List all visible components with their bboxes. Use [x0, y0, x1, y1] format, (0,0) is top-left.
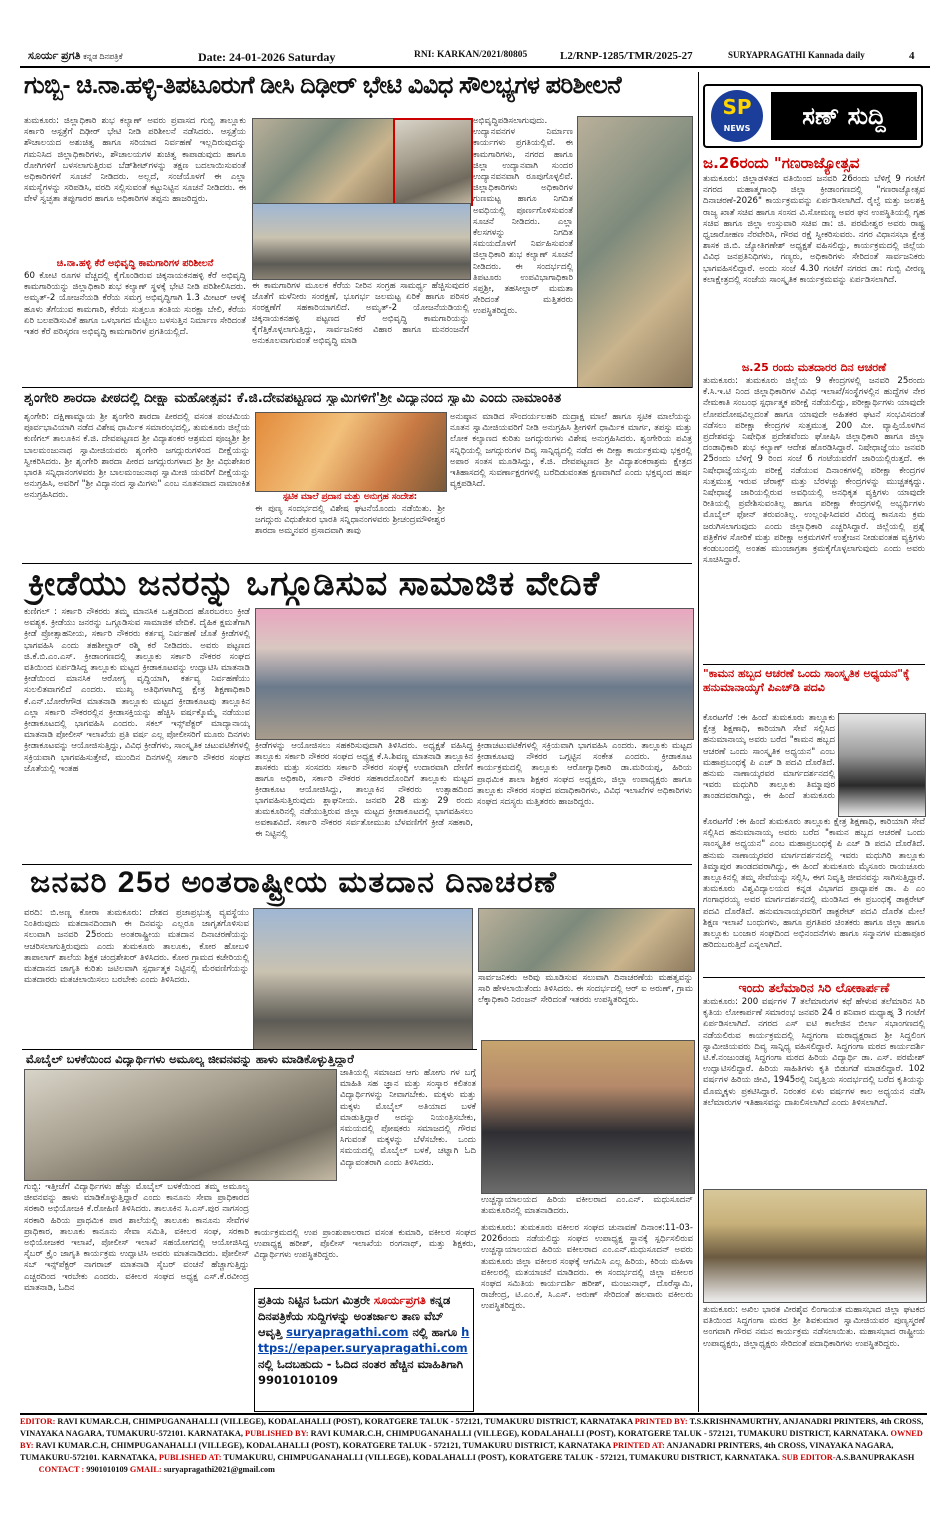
article1-headline: ಗುಬ್ಬಿ- ಚಿ.ನಾ.ಹಳ್ಳಿ-ತಿಪಟೂರುಗೆ ಡೀಸಿ ದಿಢೀರ್ ಭೇಟಿ ವಿವಿಧ ಸೌಲಭ್ಯಗಳ ಪರಿಶೀಲನೆ	[24, 72, 622, 99]
footer-rule	[20, 1413, 927, 1415]
article3-caption: ಕ್ರೀಡೆಗಳನ್ನು ಆಯೋಜಿಸಲು ಸಹಕರಿಸುವುದಾಗಿ ತಿಳಿಸಿದರು. ಅಧ್ಯಕ್ಷತೆ ವಹಿಸಿದ್ದ ತಾಲ್ಲೂಕು ಸರ್ಕಾರಿ ನೌಕರರ ಸಂಘದ ಅಧ್ಯಕ್ಷ ಕೆ.ಸಿ.ಶಿವಣ್ಣ ಮಾತನಾಡಿ ತಾಲ್ಲೂಕಿನ ಶಾಸಕರು ಮತ್ತು ಸಂಸದರು ಸರ್ಕಾರಿ ನೌಕರರ ಸಂಘಕ್ಕೆ ಉದಾರವಾಗಿ ದೇಣಿಗೆ ಹಾಗೂ ಅಧಿಕಾರಿ, ಸರ್ಕಾರಿ ನೌಕರರ ಸಹಕಾರದೊಂದಿಗೆ ತಾಲ್ಲೂಕು ಮಟ್ಟದ ಕ್ರೀಡಾಕೂಟ ಆಯೋಜಿಸಿದ್ದು, ತಾಲ್ಲೂಕಿನ ನೌಕರರು ಉತ್ಸಾಹದಿಂದ ಭಾಗವಹಿಸುತ್ತಿರುವುದು ಶ್ಲಾಘನೀಯ. ಜನವರಿ 28 ಮತ್ತು 29 ರಂದು ತುಮಕೂರಿನಲ್ಲಿ ನಡೆಯುತ್ತಿರುವ ಜಿಲ್ಲಾ ಮಟ್ಟದ ಕ್ರೀಡಾಕೂಟದಲ್ಲಿ ಭಾಗವಹಿಸಲು ಅವಕಾಶವಿದೆ. ಸರ್ಕಾರಿ ನೌಕರರ ಸರ್ವತೋಮುಖ ಬೆಳವಣಿಗೆಗೆ ಕ್ರೀಡೆ ಸಹಕಾರಿ, ಈ ನಿಟ್ಟಿನಲ್ಲಿ	[255, 741, 473, 839]
article6-body: ತುಮಕೂರು: ತುಮಕೂರು ವಕೀಲರ ಸಂಘದ ಚುನಾವಣೆ ದಿನಾಂಕ:11-03-2026ರಂದು ನಡೆಯಲಿದ್ದು ಸಂಘದ ಉಪಾಧ್ಯಕ್ಷ ಸ್ಥಾನಕ್ಕೆ ಸ್ಪರ್ಧಿಸಲಿರುವ ಉಚ್ಚನ್ಯಾಯಾಲಯದ ಹಿರಿಯ ವಕೀಲರಾದ ಎಂ.ಎನ್.ಮಧುಸೂದನ್ ಅವರು ತುಮಕೂರು ಜಿಲ್ಲಾ ವಕೀಲರ ಸಂಘಕ್ಕೆ ಆಗಮಿಸಿ ಎಲ್ಲ ಹಿರಿಯ, ಕಿರಿಯ ಮಹಿಳಾ ವಕೀಲರಲ್ಲಿ ಮತಯಾಚನೆ ಮಾಡಿದರು. ಈ ಸಂದರ್ಭದಲ್ಲಿ ಜಿಲ್ಲಾ ವಕೀಲರ ಸಂಘದ ಸಮಿತಿಯ ಕಾರ್ಯದರ್ಶಿ ಹರೀಶ್, ಮಂಜುನಾಥ್, ದೊರೆಸ್ವಾಮಿ, ರಾಜೇಂದ್ರ, ಟಿ.ಎಂ.ಕೆ, ಸಿ.ಎಸ್. ಅರುಣ್ ಸೇರಿದಂತೆ ಹಲವಾರು ವಕೀಲರು ಉಪಸ್ಥಿತರಿದ್ದರು.	[481, 1223, 693, 1312]
footer-printed-label: PRINTED BY:	[634, 1417, 688, 1426]
article5-col1: ಗುಬ್ಬಿ: ಇತ್ತೀಚೆಗೆ ವಿದ್ಯಾರ್ಥಿಗಳು ಹೆಚ್ಚು ಮೊಬೈಲ್ ಬಳಕೆಯಿಂದ ತಮ್ಮ ಅಮೂಲ್ಯ ಜೀವನವನ್ನು ಹಾಳು ಮಾಡಿಕೊಳ್ಳುತ್ತಿದ್ದಾರೆ ಎಂದು ಕಾನೂನು ಸೇವಾ ಪ್ರಾಧಿಕಾರದ ಸರಕಾರಿ ಅಭಿಯೋಜಕಿ ಕೆ.ರೋಹಿಣಿ ತಿಳಿಸಿದರು. ತಾಲೂಕಿನ ಸಿ.ಎಸ್.ಪುರ ನಾಗಸಂದ್ರ ಸರಕಾರಿ ಹಿರಿಯ ಪ್ರಾಥಮಿಕ ಪಾಠ ಶಾಲೆಯಲ್ಲಿ ತಾಲೂಕು ಕಾನೂನು ಸೇವೆಗಳ ಪ್ರಾಧಿಕಾರ, ತಾಲೂಕು ಕಾನೂನು ಸೇವಾ ಸಮಿತಿ, ವಕೀಲರ ಸಂಘ, ಸರಕಾರಿ ಅಭಿಯೋಜಕರ ಇಲಾಖೆ, ಪೋಲೀಸ್ ಇಲಾಖೆ ಸಹಯೋಗದಲ್ಲಿ ಆಯೋಜಿಸಿದ್ದ ಸೈಬರ್ ಕ್ರೈಂ ಜಾಗೃತಿ ಕಾರ್ಯಕ್ರಮ ಉದ್ಘಾಟಿಸಿ ಅವರು ಮಾತನಾಡಿದರು. ಪೋಲೀಸ್ ಸಬ್ ಇನ್ಸ್‌ಪೆಕ್ಟರ್ ನಾಗರಾಜ್ ಮಾತನಾಡಿ ಸೈಬರ್ ವಂಚನೆ ಹೆಚ್ಚಾಗುತ್ತಿದ್ದು ಎಚ್ಚರದಿಂದ ಇರಬೇಕು ಎಂದರು. ವಕೀಲರ ಸಂಘದ ಅಧ್ಯಕ್ಷ ಎಸ್.ಕೆ.ರವೀಂದ್ರ ಮಾತನಾಡಿ, ಓದಿನ	[24, 1182, 249, 1293]
footer	[20, 1416, 925, 1476]
sidebar-story3-body-top: ಕೊರಟಗೆರೆ :ಈ ಹಿಂದೆ ತುಮಕೂರು ತಾಲ್ಲೂಕು ಕ್ಷೇತ್ರ ಶಿಕ್ಷಣಾಧಿ, ಕಾರಿಯಾಗಿ ಸೇವೆ ಸಲ್ಲಿಸಿದ ಹನುಮಾನಾಯ್ಕ ಅವರು ಬರೆದ "ಕಾಮನ ಹಬ್ಬದ ಆಚರಣೆ ಒಂದು ಸಾಂಸ್ಕೃತಿಕ ಅಧ್ಯಯನ" ಎಂಬ ಮಹಾಪ್ರಬಂಧಕ್ಕೆ ಪಿ ಎಚ್ ಡಿ ಪದವಿ ದೊರೆತಿದೆ. ಹನುಮ ನಾಣಾಯ್ಕರವರ ಮಾರ್ಗದರ್ಶನದಲ್ಲಿ ಇವರು ಮಧುಗಿರಿ ತಾಲ್ಲೂಕು ತಿಮ್ಮಾಪುರ ತಾಂಡದವರಾಗಿದ್ದು, ಈ ಹಿಂದೆ ತುಮಕೂರು	[703, 713, 835, 801]
promo-phone: 9901010109	[258, 1373, 339, 1387]
footer-contact: 9901010109	[84, 1465, 130, 1474]
footer-published: RAVI KUMAR.C.H, CHIMPUGANAHALLI (VILLEGE), KODALAHALLI (POST), KORATGERE TALUK - 572121, TUMAKURU DISTRICT, KARNATAKA.	[308, 1429, 891, 1438]
footer-sub-editor-label: SUB EDITOR-	[781, 1453, 836, 1462]
divider	[22, 563, 692, 564]
divider	[22, 864, 692, 865]
article1-photo-lake	[252, 203, 471, 280]
article4-photo-voters-day	[253, 908, 473, 1050]
sidebar-logo	[711, 90, 763, 142]
footer-gmail-label: GMAIL:	[129, 1465, 162, 1474]
article1-photo-hospital	[393, 118, 473, 206]
article2-headline: ಶೃಂಗೇರಿ ಶಾರದಾ ಪೀಠದಲ್ಲಿ ದೀಕ್ಷಾ ಮಹೋತ್ಸವ: ಕೆ.ಜಿ.ದೇವಪಟ್ಟಣದ ಸ್ವಾಮಿಗಳಿಗೆ'ಶ್ರೀ ವಿದ್ಯಾನಂದ ಸ್ವಾಮಿ ಎಂದು ನಾಮಾಂಕಿತ	[24, 390, 562, 406]
sidebar-story5-body: ತುಮಕೂರು: ಅಖಿಲ ಭಾರತ ವೀರಶೈವ ಲಿಂಗಾಯತ ಮಹಾಸಭಾದ ಜಿಲ್ಲಾ ಘಟಕದ ವತಿಯಿಂದ ಸಿದ್ದಗಂಗಾ ಮಠದ ಶ್ರೀ ಶಿವಕುಮಾರ ಸ್ವಾಮೀಜಿಯವರ ಪುಣ್ಯಸ್ಮರಣೆ ಅಂಗವಾಗಿ ಗೌರವ ನಮನ ಕಾರ್ಯಕ್ರಮ ನಡೆಸಲಾಯಿತು. ಮಹಾಸಭಾದ ರಾಷ್ಟ್ರೀಯ ಉಪಾಧ್ಯಕ್ಷರು, ಜಿಲ್ಲಾಧ್ಯಕ್ಷರು ಸೇರಿದಂತೆ ಪದಾಧಿಕಾರಿಗಳು ಉಪಸ್ಥಿತರಿದ್ದರು.	[703, 1305, 925, 1349]
footer-published-label: PUBLISHED BY:	[245, 1429, 309, 1438]
article4-col1: ವರದಿ: ಬಿ.ಅಣ್ಣ ಕೋರಾ ತುಮಕೂರು: ದೇಶದ ಪ್ರಜಾಪ್ರಭುತ್ವ ವ್ಯವಸ್ಥೆಯು ನಿಂತಿರುವುದು ಮತದಾನದಿಂದಾಗಿ ಈ ದಿನವನ್ನು ಎಲ್ಲರೂ ಜಾಗೃತಗೊಳಿಸುವ ಸಲುವಾಗಿ ಜನವರಿ 25ರಂದು ಅಂತರಾಷ್ಟ್ರೀಯ ಮತದಾನ ದಿನಾಚರಣೆಯನ್ನು ಆಚರಿಸಲಾಗುತ್ತಿರುವುದು ಎಂದು ತುಮಕೂರು ತಾಲೂಕು, ಕೋರ ಹೋಬಳಿ ತಾಪಾಲಾಗ್‌ ಶಾಲೆಯ ಶಿಕ್ಷಕ ಚಂದ್ರಶೇಖರ್ ತಿಳಿಸಿದರು. ಕೋರ ಗ್ರಾಮದ ಕಚೇರಿಯಲ್ಲಿ ಮತದಾನದ ಜಾಗೃತಿ ಕುರಿತು ಜಟಿಲವಾಗಿ ಸ್ಪರ್ಧಾತ್ಮಕ ನಿಟ್ಟಿನಲ್ಲಿ ಮೆರವಣಿಗೆಯನ್ನು ಮತದಾರರು ಮತಚಲಾಯಿಸಲು ಬರಬೇಕು ಎಂದು ತಿಳಿಸಿದರು.	[24, 908, 249, 986]
article5-col2: ಜಾತಿಯಲ್ಲಿ ಸಮಾಜದ ಆಗು ಹೋಗು ಗಳ ಬಗ್ಗೆ ಮಾಹಿತಿ ಸಹ ಜ್ಞಾನ ಮತ್ತು ಸಂಸ್ಕಾರ ಕಲಿತಂತ ವಿದ್ಯಾರ್ಥಿಗಳನ್ನು ನೀವಾಗಬೇಕು. ಮಕ್ಕಳು ಮತ್ತು ಮಕ್ಕಳು ಮೊಬೈಲ್ ಅತಿಯಾದ ಬಳಕೆ ಮಾಡುತ್ತಿದ್ದಾರೆ ಅದನ್ನು ನಿಯಂತ್ರಿಸಬೇಕು, ಸಮಯದಲ್ಲಿ ಪೋಷಕರು ಸಮಾಜದಲ್ಲಿ ಗೌರವ ಸಿಗುವಂತೆ ಮಕ್ಕಳನ್ನು ಬೆಳೆಸಬೇಕು. ಒಂದು ಸಮಯದಲ್ಲಿ ಮೊಬೈಲ್ ಬಳಕೆ, ಚಟ್ನಾಗಿ ಓದಿ ವಿದ್ಯಾವಂತರಾಗಿ ಎಂದು ತಿಳಿಸಿದರು.	[340, 1068, 476, 1168]
footer-editor-label: EDITOR:	[20, 1417, 56, 1426]
footer-printed-at-label: PRINTED AT:	[612, 1441, 665, 1450]
masthead-date: Date: 24-01-2026 Saturday	[198, 50, 336, 64]
article1-caption: ಈ ಕಾಮಗಾರಿಗಳ ಮೂಲಕ ಕೆರೆಯ ನೀರಿನ ಸಂಗ್ರಹ ಸಾಮರ್ಥ್ಯ ಹೆಚ್ಚಿಸುವುದರ ಜೊತೆಗೆ ಮಳೆನೀರು ಸಂರಕ್ಷಣೆ, ಭೂಗರ್ಭ ಜಲಮಟ್ಟ ಏರಿಕೆ ಹಾಗೂ ಪರಿಸರ ಸಂರಕ್ಷಣೆಗೆ ಸಹಕಾರಿಯಾಗಲಿದೆ. ಅಮೃತ್-2 ಯೋಜನೆಯಡಿಯಲ್ಲಿ ಚಿಕ್ಕನಾಯಕನಹಳ್ಳಿ ಪಟ್ಟಣದ ಕೆರೆ ಅಭಿವೃದ್ಧಿ ಕಾಮಗಾರಿಯನ್ನು ಕೈಗೆತ್ತಿಕೊಳ್ಳಲಾಗುತ್ತಿದ್ದು, ಸಾರ್ವಜನಿಕರ ವಿಹಾರ ಹಾಗೂ ಮನರಂಜನೆಗೆ ಅನುಕೂಲವಾಗುವಂತೆ ಅಭಿವೃದ್ಧಿ ಮಾಡಿ	[252, 281, 469, 346]
sidebar-story2-headline: ಜ.25 ರಂದು ಮತದಾರರ ದಿನ ಆಚರಣೆ	[741, 361, 887, 374]
article5-col3: ಕಾರ್ಯಕ್ರಮದಲ್ಲಿ ಉಪ ಪ್ರಾಂಶುಪಾಲರಾದ ವಸಂತ ಕುಮಾರಿ, ವಕೀಲರ ಸಂಘದ ಉಪಾಧ್ಯಕ್ಷ ಹರೀಶ್, ಪೊಲೀಸ್ ಇಲಾಖೆಯ ರಂಗನಾಥ್, ಮತ್ತು ಶಿಕ್ಷಕರು, ವಿದ್ಯಾರ್ಥಿಗಳು ಉಪಸ್ಥಿತರಿದ್ದರು.	[254, 1228, 476, 1261]
logo-word: NEWS	[723, 124, 751, 133]
article4-photo-group	[478, 908, 695, 972]
footer-printed-at: ANJANADRI PRINTERS, 4th CROSS, VINAYAKA NAGARA, TUMAKURU-572101. KARNATAKA,	[20, 1441, 894, 1462]
sidebar-title: ಸಣ್ ಸುದ್ದಿ	[771, 92, 917, 140]
footer-printed: T.S.KRISHNAMURTHY, ANJANADRI PRINTERS, 4th CROSS, VINAYAKA NAGARA, TUMAKURU-572101. KARNATAKA,	[20, 1417, 924, 1438]
article5-headline: ಮೊಬೈಲ್ ಬಳಕೆಯಿಂದ ವಿದ್ಯಾರ್ಥಿಗಳು ಅಮೂಲ್ಯ ಜೀವನವನ್ನು ಹಾಳು ಮಾಡಿಕೊಳ್ಳುತ್ತಿದ್ದಾರೆ	[26, 1052, 354, 1066]
article3-headline: ಕ್ರೀಡೆಯು ಜನರನ್ನು ಒಗ್ಗೂಡಿಸುವ ಸಾಮಾಜಿಕ ವೇದಿಕೆ	[28, 565, 601, 603]
masthead-brand: ಸೂರ್ಯ ಪ್ರಗತಿ ಕನ್ನಡ ದಿನಪತ್ರಿಕೆ	[28, 50, 123, 62]
article2-photo-subheading: ಸ್ಪಟಿಕ ಮಾಲೆ ಪ್ರದಾನ ಮತ್ತು ಅನುಗ್ರಹ ಸಂದೇಶ:	[282, 492, 418, 502]
promo-url-epaper[interactable]: https://epaper.suryapragathi.com	[258, 1325, 470, 1355]
sidebar-story4-headline: ಇಂದು ತಲೆಮಾರಿನ ಸಿರಿ ಲೋಕಾರ್ಪಣೆ	[738, 980, 890, 995]
masthead-rni: RNI: KARKAN/2021/80805	[414, 50, 528, 60]
article1-col3: ಅಭಿವೃದ್ಧಿಪಡಿಸಲಾಗುವುದು. ಉದ್ಯಾನವನಗಳ ನಿರ್ಮಾಣ ಕಾರ್ಯಗಳು ಪ್ರಗತಿಯಲ್ಲಿವೆ. ಈ ಕಾಮಗಾರಿಗಳು, ನಗರದ ಹಾಗೂ ಜಿಲ್ಲಾ ಉದ್ಯಾನವಾಗಿ ಸುಂದರ ಉದ್ಯಾನವನವಾಗಿ ರೂಪುಗೊಳ್ಳಲಿವೆ. ಜಿಲ್ಲಾಧಿಕಾರಿಗಳು ಅಧಿಕಾರಿಗಳ ಗುಣಮಟ್ಟ ಹಾಗೂ ನಿಗದಿತ ಅವಧಿಯಲ್ಲಿ ಪೂರ್ಣಗೊಳಿಸುವಂತೆ ಸೂಚನೆ ನೀಡಿದರು. ಎಲ್ಲಾ ಕೆಲಸಗಳನ್ನು ನಿಗದಿತ ಸಮಯದೊಳಗೆ ನಿರ್ವಹಿಸುವಂತೆ ಜಿಲ್ಲಾಧಿಕಾರಿ ಶುಭ ಕಲ್ಯಾಣ್ ಸೂಚನೆ ನೀಡಿದರು. ಈ ಸಂದರ್ಭದಲ್ಲಿ ತಿಪಟೂರು ಉಪವಿಭಾಗಾಧಿಕಾರಿ ಸಪ್ತಶ್ರೀ, ತಹಸೀಲ್ದಾರ್ ಮಮತಾ ಸೇರಿದಂತೆ ಮತ್ತಿತರರು ಉಪಸ್ಥಿತರಿದ್ದರು.	[473, 116, 573, 317]
sidebar-story3-headline: "ಕಾಮನ ಹಬ್ಬದ ಆಚರಣೆ ಒಂದು ಸಾಂಸ್ಕೃತಿಕ ಅಧ್ಯಯನ"ಕ್ಕೆ ಹನುಮಾನಾಯ್ಕಗೆ ಪಿಎಚ್‌ಡಿ ಪದವಿ	[703, 667, 910, 694]
promo-box	[254, 1288, 474, 1412]
divider	[22, 387, 692, 388]
promo-line4: ನಲ್ಲಿ ಓದಬಹುದು - ಓದಿದ ನಂತರ	[258, 1357, 386, 1371]
article4-caption: ಸಾರ್ವಜನಿಕರು ಅರಿವು ಮೂಡಿಸುವ ಸಲುವಾಗಿ ದಿನಾಚರಣೆಯ ಮಹತ್ವವನ್ನು ಸಾರಿ ಹೇಳಲಾಯಿತೆಂದು ತಿಳಿಸಿದರು. ಈ ಸಂದರ್ಭದಲ್ಲಿ ಆರ್ ಐ ಅರುಣ್, ಗ್ರಾಮ ಲೆಕ್ಕಾಧಿಕಾರಿ ನಿರಂಜನ್ ಸೇರಿದಂತೆ ಇತರರು ಉಪಸ್ಥಿತರಿದ್ದರು.	[478, 973, 693, 1005]
article3-col1: ಕುಣಿಗಲ್ : ಸರ್ಕಾರಿ ನೌಕರರು ತಮ್ಮ ಮಾನಸಿಕ ಒತ್ತಡದಿಂದ ಹೊರಬರಲು ಕ್ರೀಡೆ ಅವಶ್ಯಕ. ಕ್ರೀಡೆಯು ಜನರನ್ನು ಒಗ್ಗೂಡಿಸುವ ಸಾಮಾಜಿಕ ವೇದಿಕೆ. ದೈಹಿಕ ಕ್ಷಮತೆಗಾಗಿ ಕ್ರೀಡೆ ಪ್ರೋತ್ಸಾಹನೀಯ, ಸರ್ಕಾರಿ ನೌಕರರು ಕರ್ತವ್ಯ ನಿರ್ವಹಣೆ ಜೊತೆ ಕ್ರೀಡೆಗಳಲ್ಲಿ ಭಾಗವಹಿಸಿ ಎಂದು ತಹಶೀಲ್ದಾರ್ ರಶ್ಮಿ ಕರೆ ನೀಡಿದರು. ಅವರು ಪಟ್ಟಣದ ಜಿ.ಕೆ.ಬಿ.ಎಂ.ಎಸ್. ಕ್ರೀಡಾಂಗಣದಲ್ಲಿ ತಾಲ್ಲೂಕು ಸರ್ಕಾರಿ ನೌಕರರ ಸಂಘದ ವತಿಯಿಂದ ಏರ್ಪಡಿಸಿದ್ದ ತಾಲ್ಲೂಕು ಮಟ್ಟದ ಕ್ರೀಡಾಕೂಟವನ್ನು ಉದ್ಘಾಟಿಸಿ ಮಾತನಾಡಿ ಕ್ರೀಡೆಯಿಂದ ಮಾನಸಿಕ ಆರೋಗ್ಯ ವೃದ್ಧಿಯಾಗಿ, ಕರ್ತವ್ಯ ನಿರ್ವಹಣೆಯು ಸುಲಲಿತವಾಗಲಿದೆ ಎಂದರು. ಮುಖ್ಯ ಅತಿಥಿಗಳಾಗಿದ್ದ ಕ್ಷೇತ್ರ ಶಿಕ್ಷಣಾಧಿಕಾರಿ ಕೆ.ಎನ್.ಬೋರೇಗೌಡ ಮಾತನಾಡಿ ತಾಲ್ಲೂಕು ಮಟ್ಟದ ಕ್ರೀಡಾಕೂಟವು ತಾಲ್ಲೂಕಿನ ಎಲ್ಲಾ ಸರ್ಕಾರಿ ನೌಕರರಲ್ಲಿನ ಕ್ರೀಡಾಸಕ್ತಿಯನ್ನು ಹೆಚ್ಚಿಸಿ ವರ್ಷಕ್ಕೊಮ್ಮೆ ನಡೆಯುವ ಕ್ರೀಡಾಕೂಟದಲ್ಲಿ ಭಾಗವಹಿಸಿ ಎಂದರು. ಸಕಲ್ ಇನ್ಸ್‌ಪೆಕ್ಟರ್ ಮಾದ್ಯಾನಾಯ್ಕ ಮಾತನಾಡಿ ಪೋಲೀಸ್ ಇಲಾಖೆಯ ಪ್ರತಿ ವರ್ಷ ಎಲ್ಲ ಪೋಲೀಸರಿಗೆ ಮೂರು ದಿನಗಳು ಕ್ರೀಡಾಕೂಟವನ್ನು ಆಯೋಜಿಸುತ್ತಿದ್ದು, ವಿವಿಧ ಕ್ರೀಡೆಗಳು, ಸಾಂಸ್ಕೃತಿಕ ಚಟುವಟಿಕೆಗಳಲ್ಲಿ ಸಕ್ರಿಯವಾಗಿ ಭಾಗವಹಿಸುತ್ತೇವೆ, ಮುಂದಿನ ದಿನಗಳಲ್ಲಿ ಸರ್ಕಾರಿ ನೌಕರರ ಸಂಘದ ಜೊತೆಯಲ್ಲಿ ಇಂತಹ	[24, 607, 250, 774]
article2-col3: ಅನುಷ್ಠಾನ ಮಾಡಿದ ಸೌಂದರ್ಯಲಹರಿ ದುದ್ರಾಕ್ಷ ಮಾಲೆ ಹಾಗೂ ಸ್ಫಟಿಕ ಮಾಲೆಯನ್ನು ನೂತನ ಸ್ವಾಮೀಜಿಯವರಿಗೆ ನೀಡಿ ಅನುಗ್ರಹಿಸಿ ಶ್ರೀಗಳಿಗೆ ಧಾರ್ಮಿಕ ಮಾರ್ಗ, ತಪಸ್ಸು ಮತ್ತು ಲೋಕ ಕಲ್ಯಾಣದ ಕುರಿತು ಜಗದ್ಗುರುಗಳು ವಿಶೇಷ ಅನುಗ್ರಹಿಸಿದರು. ಶೃಂಗೇರಿಯ ಪವಿತ್ರ ಸನ್ನಿಧಿಯಲ್ಲಿ ಜಗದ್ಗುರುಗಳ ದಿವ್ಯ ಸಾನ್ನಿಧ್ಯದಲ್ಲಿ ನಡೆದ ಈ ದೀಕ್ಷಾ ಕಾರ್ಯಕ್ರಮವು ಭಕ್ತರಲ್ಲಿ ಅಪಾರ ಸಂತಸ ಮೂಡಿಸಿದ್ದು, ಕೆ.ಜಿ. ದೇವಪಟ್ಟಣದ ಶ್ರೀ ವಿದ್ಯಾಶಂಕರಾಶ್ರಮ ಕ್ಷೇತ್ರದ ಇತಿಹಾಸದಲ್ಲಿ ಸುವರ್ಣಾಕ್ಷರಗಳಲ್ಲಿ ಬರೆದಿಡುವಂತಹ ಕ್ಷಣವಾಗಿದೆ ಎಂದು ಭಕ್ತವೃಂದ ಹರ್ಷ ವ್ಯಕ್ತಪಡಿಸಿದೆ.	[450, 412, 692, 490]
promo-line5: ಹೆಚ್ಚಿನ ಮಾಹಿತಿಗಾಗಿ	[389, 1357, 464, 1371]
article1-photo-ambulance	[252, 118, 394, 204]
footer-editor: RAVI KUMAR.C.H, CHIMPUGANAHALLI (VILLEGE), KODALAHALLI (POST), KORATGERE TALUK - 572121, TUMAKURU DISTRICT, KARNATAKA	[55, 1417, 635, 1426]
footer-published-at-label: PUBLISHED AT:	[158, 1453, 222, 1462]
article3-col3: ಕ್ರೀಡಾಚಟುವಟಿಕೆಗಳಲ್ಲಿ ಸಕ್ರಿಯವಾಗಿ ಭಾಗವಹಿಸಿ ಎಂದರು. ತಾಲ್ಲೂಕು ಮಟ್ಟದ ಕ್ರೀಡಾಕೂಟವು ನೌಕರರ ಒಗ್ಗಟ್ಟಿನ ಸಂಕೇತ ಎಂದರು. ಕ್ರೀಡಾಕೂಟ ಕಾರ್ಯಕ್ರಮದಲ್ಲಿ ತಾಲ್ಲೂಕು ಆರೋಗ್ಯಾಧಿಕಾರಿ ಡಾ.ಮರಿಯಪ್ಪ, ಹಿರಿಯ ಪ್ರಾಥಮಿಕ ಶಾಲಾ ಶಿಕ್ಷಕರ ಸಂಘದ ಅಧ್ಯಕ್ಷರು, ಜಿಲ್ಲಾ ಉಪಾಧ್ಯಕ್ಷರು ಹಾಗೂ ತಾಲ್ಲೂಕು ನೌಕರರ ಸಂಘದ ಪದಾಧಿಕಾರಿಗಳು, ವಿವಿಧ ಇಲಾಖೆಗಳ ಅಧಿಕಾರಿಗಳು ಸಂಘದ ಸದಸ್ಯರು ಮತ್ತಿತರರು ಹಾಜರಿದ್ದರು.	[477, 741, 692, 808]
divider	[703, 977, 925, 978]
sidebar-photo-tribute	[703, 1189, 927, 1303]
sidebar-header	[703, 84, 923, 148]
article2-caption: ಈ ಪುಣ್ಯ ಸಂದರ್ಭದಲ್ಲಿ ವಿಶೇಷ ಘಟನೆಯೊಂದು ನಡೆಯಿತು. ಶ್ರೀ ಜಗದ್ಗುರು ವಿಧುಶೇಖರ ಭಾರತಿ ಸನ್ನಿಧಾನಂಗಳವರು ಶ್ರೀಚಂದ್ರಮೌಳೀಶ್ವರ ಶಾರದಾ ಅಮ್ಮನವರ ಪ್ರಸಾದವಾಗಿ ತಾವು	[255, 504, 445, 536]
footer-gmail[interactable]: suryapragathi2021@gmail.com	[161, 1465, 275, 1474]
masthead-paper: SURYAPRAGATHI Kannada daily	[728, 50, 865, 60]
article1-photo-officials	[577, 116, 693, 388]
promo-line2: ಕನ್ನಡ ದಿನಪತ್ರಿಕೆಯ ಸುದ್ದಿಗಳನ್ನು ಅಂತರ್ಜಾಲ ತಾಣ ವೆಬ್ ಆವೃತ್ತಿ	[258, 1293, 451, 1339]
article2-col1: ಶೃಂಗೇರಿ: ದಕ್ಷಿಣಾಮ್ನಾಯ ಶ್ರೀ ಶೃಂಗೇರಿ ಶಾರದಾ ಪೀಠದಲ್ಲಿ ವಸಂತ ಪಂಚಮಿಯ ಪೂರ್ವಭಾವಿಯಾಗಿ ನಡೆದ ವಿಶೇಷ ಧಾರ್ಮಿಕ ಸಮಾರಂಭದಲ್ಲಿ, ತುಮಕೂರು ಜಿಲ್ಲೆಯ ಕುಣಿಗಲ್ ತಾಲೂಕಿನ ಕೆ.ಜಿ. ದೇವಪಟ್ಟಣದ ಶ್ರೀ ವಿದ್ಯಾಶಂಕರ ಆಶ್ರಮದ ಪೂಜ್ಯಶ್ರೀ ಶ್ರೀ ಬಾಲಮಂಜುನಾಥ ಸ್ವಾಮೀಜಿಯವರು ಶೃಂಗೇರಿ ಜಗದ್ಗುರುಗಳಿಂದ ದೀಕ್ಷೆಯನ್ನು ಸ್ವೀಕರಿಸಿದರು. ಶ್ರೀ ಶೃಂಗೇರಿ ಶಾರದಾ ಪೀಠದ ಜಗದ್ಗುರುಗಳಾದ ಶ್ರೀ ಶ್ರೀ ವಿಧುಶೇಖರ ಭಾರತಿ ಸನ್ನಿಧಾನಂಗಳವರು ಶ್ರೀ ಬಾಲಮಂಜುನಾಥ ಸ್ವಾಮೀಜಿ ಯವರಿಗೆ ದೀಕ್ಷೆಯನ್ನು ಅನುಗ್ರಹಿಸಿ, ಅವರಿಗೆ "ಶ್ರೀ ವಿದ್ಯಾನಂದ ಸ್ವಾಮಿಗಳು" ಎಂಬ ನೂತನವಾದ ನಾಮಾಂಕಿತ ಅನುಗ್ರಹಿಸಿದರು.	[24, 412, 250, 501]
footer-owned: RAVI KUMAR.C.H, CHIMPUGANAHALLI (VILLEGE), KODALAHALLI (POST), KORATGERE TALUK - 572121, TUMAKURU DISTRICT, KARNATAKA	[33, 1441, 613, 1450]
page-number: 4	[909, 50, 915, 62]
article1-subheading: ಚಿ.ನಾ.ಹಳ್ಳಿ ಕೆರೆ ಅಭಿವೃದ್ಧಿ ಕಾಮಗಾರಿಗಳ ಪರಿಶೀಲನೆ	[56, 258, 214, 269]
footer-sub-editor: A.S.BANUPRAKASH	[835, 1453, 915, 1462]
article1-col1: ತುಮಕೂರು: ಜಿಲ್ಲಾಧಿಕಾರಿ ಶುಭ ಕಲ್ಯಾಣ್ ಅವರು ಪ್ರವಾಸದ ಗುಬ್ಬಿ ತಾಲ್ಲೂಕು ಸರ್ಕಾರಿ ಆಸ್ಪತ್ರೆಗೆ ದಿಢೀರ್ ಭೇಟಿ ನೀಡಿ ಪರಿಶೀಲನೆ ನಡೆಸಿದರು. ಆಸ್ಪತ್ರೆಯ ಶೌಚಾಲಯದ ಅಶುಚಿತ್ವ ಹಾಗೂ ಸರಿಯಾದ ನಿರ್ವಹಣೆ ಇಲ್ಲದಿರುವುದನ್ನು ಗಮನಿಸಿದ ಜಿಲ್ಲಾಧಿಕಾರಿಗಳು, ಶೌಚಾಲಯಗಳ ಶುಚಿತ್ವ ಕಾಪಾಡುವುದು ಹಾಗೂ ರೋಗಿಗಳಿಗೆ ಬಳಸಲಾಗುತ್ತಿರುವ ಬೆಡ್‌ಶೀಟ್‌ಗಳನ್ನು ತಕ್ಷಣ ಬದಲಾಯಿಸುವಂತೆ ಅಧಿಕಾರಿಗಳಿಗೆ ಸೂಚನೆ ನೀಡಿದರು. ಅಲ್ಲದೆ, ಸಂಜೆಯೊಳಗೆ ಈ ಎಲ್ಲಾ ಸಮಸ್ಯೆಗಳನ್ನು ಸರಿಪಡಿಸಿ, ವರದಿ ಸಲ್ಲಿಸುವಂತೆ ಕಟ್ಟುನಿಟ್ಟಿನ ಸೂಚನೆ ನೀಡಿದರು. ಈ ವೇಳೆ ಸ್ವಚ್ಛತಾ ತಪ್ಪುಗಾರರ ಹಾಗೂ ಅಧಿಕಾರಿಗಳ ತಪ್ಪನು ಹಾಜರಿದ್ದರು.	[24, 116, 246, 205]
article1-col1b: 60 ಕೋಟಿ ರೂಗಳ ವೆಚ್ಚದಲ್ಲಿ ಕೈಗೊಂಡಿರುವ ಚಿಕ್ಕನಾಯಕನಹಳ್ಳಿ ಕೆರೆ ಅಭಿವೃದ್ಧಿ ಕಾಮಗಾರಿಯನ್ನು ಜಿಲ್ಲಾಧಿಕಾರಿ ಶುಭ ಕಲ್ಯಾಣ್ ಸ್ಥಳಕ್ಕೆ ಭೇಟಿ ನೀಡಿ ಪರಿಶೀಲಿಸಿದರು. ಅಮೃತ್-2 ಯೋಜನೆಯಡಿ ಕೆರೆಯ ಸಮಗ್ರ ಅಭಿವೃದ್ಧಿಗಾಗಿ 1.3 ಮೀಟರ್ ಆಳಕ್ಕೆ ಹೂಳು ತೆಗೆಯುವ ಕಾಮಗಾರಿ, ಕೆರೆಯ ಸುತ್ತಲೂ ತಂತಿಯ ಸುರಕ್ಷಾ ಬೇಲಿ, ಕೆರೆಯ ಏರಿ ಬಲಪಡಿಸುವಿಕೆ ಹಾಗೂ ಒಳಭಾಗದ ಮೆಟ್ಟಿಲು ಬಳಸುತ್ತಿನ ನಿರ್ಮಾಣ ಸೇರಿದಂತೆ ಇತರ ಕೆರೆ ಪರಿಸ್ಕರಣ ಅಭಿವೃದ್ಧಿ ಕಾಮಗಾರಿಗಳ ಪ್ರಗತಿಯಲ್ಲಿದೆ.	[24, 271, 246, 338]
article3-photo-sports-meet	[255, 608, 694, 740]
promo-line1: ಪ್ರತಿಯ ನಿಟ್ಟಿನ ಓದುಗ ಮಿತ್ರರೇ	[258, 1293, 374, 1307]
footer-published-at: TUMAKURU, CHIMPUGANAHALLI (VILLEGE), KODALAHALLI (POST), KORATGERE TALUK - 572121, TUMAKURU DISTRICT, KARNATAKA.	[221, 1453, 782, 1462]
divider	[22, 1049, 477, 1050]
footer-owned-label: OWNED BY:	[20, 1429, 923, 1450]
promo-url-site[interactable]: suryapragathi.com	[286, 1325, 409, 1339]
sidebar-story3-body: ಕೊರಟಗೆರೆ :ಈ ಹಿಂದೆ ತುಮಕೂರು ತಾಲ್ಲೂಕು ಕ್ಷೇತ್ರ ಶಿಕ್ಷಣಾಧಿ, ಕಾರಿಯಾಗಿ ಸೇವೆ ಸಲ್ಲಿಸಿದ ಹನುಮಾನಾಯ್ಕ ಅವರು ಬರೆದ "ಕಾಮನ ಹಬ್ಬದ ಆಚರಣೆ ಒಂದು ಸಾಂಸ್ಕೃತಿಕ ಅಧ್ಯಯನ" ಎಂಬ ಮಹಾಪ್ರಬಂಧಕ್ಕೆ ಪಿ ಎಚ್ ಡಿ ಪದವಿ ದೊರೆತಿದೆ. ಹನುಮ ನಾಣಾಯ್ಕರವರ ಮಾರ್ಗದರ್ಶನದಲ್ಲಿ ಇವರು ಮಧುಗಿರಿ ತಾಲ್ಲೂಕು ತಿಮ್ಮಾಪುರ ತಾಂಡದವರಾಗಿದ್ದು, ಈ ಹಿಂದೆ ತುಮಕೂರು ಮೈಸೂರು ರಾಯಚೂರು ತಾಲ್ಲೂಕಿನಲ್ಲಿ ತಮ್ಮ ಸೇವೆಯನ್ನು ಸಲ್ಲಿಸಿ, ಈಗ ನಿವೃತ್ತಿ ಜೀವನವನ್ನು ಸಾಗಿಸುತ್ತಿದ್ದಾರೆ. ತುಮಕೂರು ವಿಶ್ವವಿದ್ಯಾಲಯದ ಕನ್ನಡ ವಿಭಾಗದ ಪ್ರಾಧ್ಯಾಪಕ ಡಾ. ಪಿ ಎಂ ಗಂಗಾಧರಯ್ಯ ಅವರ ಮಾರ್ಗದರ್ಶನದಲ್ಲಿ ಮಂಡಿಸಿದ ಈ ಪ್ರಬಂಧಕ್ಕೆ ಡಾಕ್ಟರೇಟ್ ಪದವಿ ದೊರೆತಿದೆ. ಹನುಮಾನಾಯ್ಕರವರಿಗೆ ಡಾಕ್ಟರೇಟ್ ಪದವಿ ದೊರೆತ ಮೇಲೆ ಶಿಕ್ಷಣ ಇಲಾಖೆ ಬಂಧುಗಳು, ಹಾಗೂ ಪ್ರಗತಿಪರ ಚಿಂತಕರು ಹಾಗೂ ಜಿಲ್ಲಾ ಹಾಗೂ ತಾಲ್ಲೂಕು ಬಂಜಾರ ಸಂಘದಿಂದ ಅಭಿನಂದನೆಗಳು ಹಾಗೂ ಸನ್ಮಾನಗಳ ಮಹಾಪೂರ ಹರಿದುಬರುತ್ತಿದೆ ಎನ್ನಲಾಗಿದೆ.	[703, 817, 925, 951]
article6-photo-lawyers	[481, 1040, 695, 1194]
column-separator	[698, 72, 699, 1412]
divider	[703, 664, 925, 665]
article4-headline: ಜನವರಿ 25ರ ಅಂತರಾಷ್ಟ್ರೀಯ ಮತದಾನ ದಿನಾಚರಣೆ	[30, 866, 558, 899]
promo-brand: ಸೂರ್ಯಪ್ರಗತಿ	[373, 1293, 426, 1307]
footer-contact-label: CONTACT :	[38, 1465, 85, 1474]
article6-caption: ಉಚ್ಚನ್ಯಾಯಾಲಯದ ಹಿರಿಯ ವಕೀಲರಾದ ಎಂ.ಎನ್. ಮಧುಸೂದನ್ ತುಮಕೂರಿನಲ್ಲಿ ಮಾತನಾಡಿದರು.	[481, 1195, 693, 1216]
masthead	[20, 48, 930, 68]
sidebar-story1-body: ತುಮಕೂರು: ಜಿಲ್ಲಾಡಳಿತದ ವತಿಯಿಂದ ಜನವರಿ 26ರಂದು ಬೆಳಿಗ್ಗೆ 9 ಗಂಟೆಗೆ ನಗರದ ಮಹಾತ್ಮಗಾಂಧಿ ಜಿಲ್ಲಾ ಕ್ರೀಡಾಂಗಣದಲ್ಲಿ "ಗಣರಾಜ್ಯೋತ್ಸವ ದಿನಾಚರಣೆ-2026" ಕಾರ್ಯಕ್ರಮವನ್ನು ಏರ್ಪಡಿಸಲಾಗಿದೆ. ರೈಲ್ವೆ ಮತ್ತು ಜಲಶಕ್ತಿ ರಾಜ್ಯ ಖಾತೆ ಸಚಿವ ಹಾಗೂ ಸಂಸದ ವಿ.ಸೋಮಣ್ಣ ಅವರ ಘನ ಉಪಸ್ಥಿತಿಯಲ್ಲಿ ಗೃಹ ಸಚಿವ ಹಾಗೂ ಜಿಲ್ಲಾ ಉಸ್ತುವಾರಿ ಸಚಿವ ಡಾ: ಜಿ. ಪರಮೇಶ್ವರ ಅವರು ರಾಷ್ಟ್ರ ಧ್ವಜಾರೋಹಣ ನೆರವೇರಿಸಿ, ಗೌರವ ರಕ್ಷೆ ಸ್ವೀಕರಿಸುವರು. ನಗರ ವಿಧಾನಸಭಾ ಕ್ಷೇತ್ರ ಶಾಸಕ ಜಿ.ಬಿ. ಜ್ಯೋತಿಗಣೇಶ್ ಅಧ್ಯಕ್ಷತೆ ವಹಿಸಲಿದ್ದು, ಕಾರ್ಯಕ್ರಮದಲ್ಲಿ ಜಿಲ್ಲೆಯ ವಿವಿಧ ಜನಪ್ರತಿನಿಧಿಗಳು, ಗಣ್ಯರು, ಅಧಿಕಾರಿಗಳು ಸೇರಿದಂತೆ ಸಾರ್ವಜನಿಕರು ಭಾಗವಹಿಸಲಿದ್ದಾರೆ. ಅಂದು ಸಂಜೆ 4.30 ಗಂಟೆಗೆ ನಗರದ ಡಾ: ಗುಬ್ಬಿ ವೀರಣ್ಣ ಕಲಾಕ್ಷೇತ್ರದಲ್ಲಿ ಸಂಜೆಯ ಸಾಂಸ್ಕೃತಿಕ ಕಾರ್ಯಕ್ರಮವನ್ನು ಏರ್ಪಡಿಸಲಾಗಿದೆ.	[703, 174, 925, 285]
promo-line3: ನಲ್ಲಿ ಹಾಗೂ	[408, 1325, 458, 1339]
sidebar-story2-body: ತುಮಕೂರು: ತುಮಕೂರು ಜಿಲ್ಲೆಯ 9 ಕೇಂದ್ರಗಳಲ್ಲಿ ಜನವರಿ 25ರಂದು ಕೆ.ಸಿ.ಇ.ಟಿ ನಿಂದ ಜಿಲ್ಲಾಧಿಕಾರಿಗಳ ವಿವಿಧ ಇಲಾಖೆ/ಸಂಸ್ಥೆಗಳಲ್ಲಿನ ಹುದ್ದೆಗಳ ನೇರ ನೇಮಕಾತಿ ಸಂಬಂಧ ಸ್ಪರ್ಧಾತ್ಮಕ ಪರೀಕ್ಷೆ ನಡೆಯಲಿದ್ದು, ಪರೀಕ್ಷಾರ್ಥಿಗಳು ಯಾವುದೇ ಲೋಪದೋಷವಿಲ್ಲದಂತೆ ಹಾಗೂ ಯಾವುದೇ ಅಹಿತಕರ ಘಟನೆ ಸಂಭವಿಸದಂತೆ ನಡೆಸಲು ಪರೀಕ್ಷಾ ಕೇಂದ್ರಗಳ ಸುತ್ತಮುತ್ತ 200 ಮೀ. ವ್ಯಾಪ್ತಿಯೊಳಗಿನ ಪ್ರದೇಶವನ್ನು ನಿಷೇಧಿತ ಪ್ರದೇಶವೆಂದು ಘೋಷಿಸಿ ಜಿಲ್ಲಾಧಿಕಾರಿ ಹಾಗೂ ಜಿಲ್ಲಾ ದಂಡಾಧಿಕಾರಿ ಶುಭ ಕಲ್ಯಾಣ್ ಆದೇಶ ಹೊರಡಿಸಿದ್ದಾರೆ. ನಿಷೇಧಾಜ್ಞೆಯು ಜನವರಿ 25ರಂದು ಬೆಳಿಗ್ಗೆ 9 ರಿಂದ ಸಂಜೆ 6 ಗಂಟೆಯವರೆಗೆ ಜಾರಿಯಲ್ಲಿರುತ್ತದೆ. ಈ ನಿಷೇಧಾಜ್ಞೆಯನ್ವಯ ಪರೀಕ್ಷೆ ನಡೆಯುವ ದಿನಾಂಕಗಳಲ್ಲಿ ಪರೀಕ್ಷಾ ಕೇಂದ್ರಗಳ ಸುತ್ತಮುತ್ತ ಇರುವ ಜೆರಾಕ್ಸ್ ಮತ್ತು ಬೆರಳಚ್ಚು ಕೇಂದ್ರಗಳನ್ನು ಮುಚ್ಚತಕ್ಕದ್ದು. ನಿಷೇಧಾಜ್ಞೆ ಜಾರಿಯಲ್ಲಿರುವ ಅವಧಿಯಲ್ಲಿ ಅನಧಿಕೃತ ವ್ಯಕ್ತಿಗಳು ಯಾವುದೇ ರೀತಿಯಲ್ಲಿ ಪ್ರವೇಶಿಸುವಂತಿಲ್ಲ ಹಾಗೂ ಪರೀಕ್ಷಾ ಕೇಂದ್ರಗಳಲ್ಲಿ ಅಭ್ಯರ್ಥಿಗಳು ಮೊಬೈಲ್ ಫೋನ್ ತರುವಂತಿಲ್ಲ. ಉಲ್ಲಂಘಿಸಿದವರ ವಿರುದ್ಧ ಕಾನೂನು ಕ್ರಮ ಜರುಗಿಸಲಾಗುವುದು ಎಂದು ಜಿಲ್ಲಾಧಿಕಾರಿ ಎಚ್ಚರಿಸಿದ್ದಾರೆ. ಜಿಲ್ಲೆಯಲ್ಲಿ ಪ್ರಶ್ನೆ ಪತ್ರಿಕೆಗಳ ಸೋರಿಕೆ ಮತ್ತು ಪರೀಕ್ಷಾ ಅಕ್ರಮಗಳಿಗೆ ಉತ್ತೇಜನ ನೀಡುವಂತಹ ವ್ಯಕ್ತಿಗಳು ಕಂಡುಬಂದಲ್ಲಿ ಅಂತಹ ಮುಂಜಾಗ್ರತಾ ಕ್ರಮಕೈಗೊಳ್ಳಲಾಗುವುದು ಎಂದು ಅವರು ಸೂಚಿಸಿದ್ದಾರೆ.	[703, 376, 925, 566]
masthead-reg: L2/RNP-1285/TMR/2025-27	[560, 50, 693, 62]
sidebar-portrait-photo	[838, 713, 926, 817]
sidebar-story1-headline: ಜ.26ರಂದು "ಗಣರಾಜ್ಯೋತ್ಸವ	[703, 154, 860, 172]
article5-photo	[24, 1069, 337, 1181]
article2-photo	[255, 412, 447, 492]
logo-letters: SP	[722, 95, 752, 119]
sidebar-story4-body: ತುಮಕೂರು: 200 ವರ್ಷಗಳ 7 ತಲೆಮಾರುಗಳ ಕಥೆ ಹೇಳುವ ತಲೆಮಾರಿನ ಸಿರಿ ಕೃತಿಯ ಲೋಕಾರ್ಪಣೆ ಸಮಾರಂಭ ಜನವರಿ 24 ರ ಶನಿವಾರ ಮಧ್ಯಾಹ್ನ 3 ಗಂಟೆಗೆ ಏರ್ಪಡಿಸಲಾಗಿದೆ. ನಗರದ ಎಸ್ ಐಟಿ ಕಾಲೇಜಿನ ಬಿರ್ಲಾ ಸಭಾಂಗಣದಲ್ಲಿ ನಡೆಯಲಿರುವ ಕಾರ್ಯಕ್ರಮದಲ್ಲಿ ಸಿದ್ಧಗಂಗಾ ಮಠಾಧ್ಯಕ್ಷರಾದ ಶ್ರೀ ಸಿದ್ದಲಿಂಗ ಸ್ವಾಮೀಜಿಯವರು ದಿವ್ಯ ಸಾನ್ನಿಧ್ಯ ವಹಿಸಲಿದ್ದಾರೆ. ಸಿದ್ಧಗಂಗಾ ಮಠದ ಕಾರ್ಯದರ್ಶಿ ಟಿ.ಕೆ.ನಂಜುಂಡಪ್ಪ ಸಿದ್ಧಗಂಗಾ ಮಠದ ಹಿರಿಯ ವಿದ್ಯಾರ್ಥಿ ಡಾ. ಎಸ್. ಪರಮೇಶ್ ಉದ್ಘಾಟಿಸಲಿದ್ದಾರೆ. ಹಿರಿಯ ಸಾಹಿತಿಗಳು ಕೃತಿ ಬಿಡುಗಡೆ ಮಾಡಲಿದ್ದಾರೆ. 102 ವರ್ಷಗಳ ಹಿರಿಯ ಜೀವಿ, 1945ರಲ್ಲಿ ನಿವೃತ್ತಿಯ ಸಂದರ್ಭದಲ್ಲಿ ಬರೆದ ಕೃತಿಯನ್ನು ಮೊಮ್ಮಕ್ಕಳು ಪ್ರಕಟಿಸಿದ್ದಾರೆ. ನಿರಂತರ ಏಳು ವರ್ಷಗಳ ಕಾಲ ಅಧ್ಯಯನ ನಡೆಸಿ ತಲೆಮಾರುಗಳ ಇತಿಹಾಸವನ್ನು ದಾಖಲಿಸಲಾಗಿದೆ ಎಂದು ತಿಳಿಸಲಾಗಿದೆ.	[703, 997, 925, 1108]
